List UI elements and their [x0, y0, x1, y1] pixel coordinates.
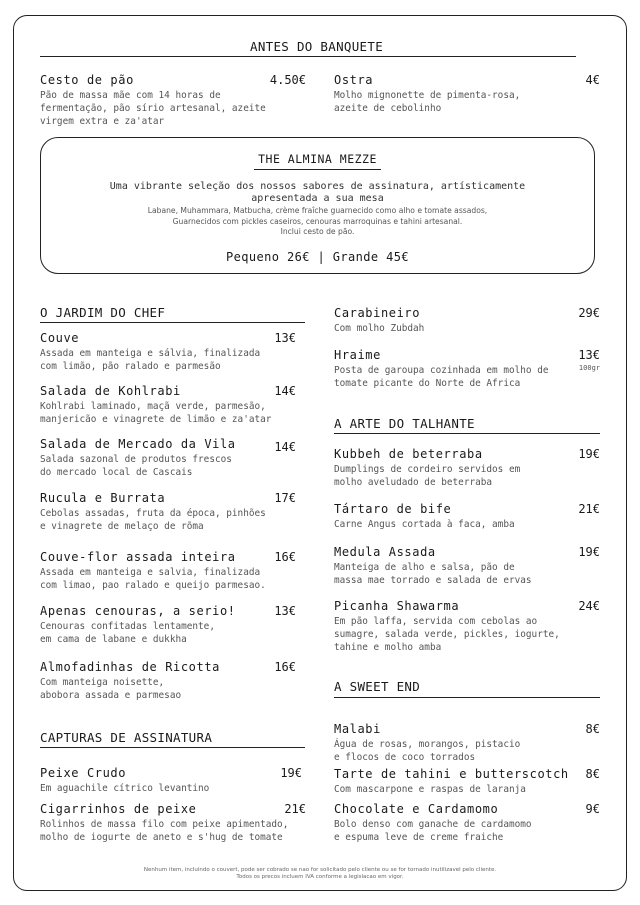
item-price: 19€ [578, 447, 600, 461]
menu-item-salada-mercado [40, 437, 296, 482]
item-price: 14€ [274, 384, 296, 398]
item-name: Couve [40, 331, 80, 345]
menu-item-tarte-tahini [334, 767, 600, 797]
item-name: Couve-flor assada inteira [40, 550, 236, 564]
item-price: 13€ [274, 331, 296, 345]
item-name: Salada de Kohlrabi [40, 384, 181, 398]
item-price: 4€ [585, 73, 600, 87]
menu-item-hraime [334, 348, 600, 393]
menu-item-cigarrinhos-peixe [40, 802, 306, 847]
section-rule-sweet [334, 697, 600, 698]
item-price: 13€ [578, 348, 600, 362]
menu-item-peixe-crudo [40, 766, 302, 796]
section-rule-talhante [334, 433, 600, 434]
footer-disclaimer: Nenhum item, incluindo o couvert, pode ser cobrado se nao for solicitado pelo cliente ou se for tornado inutilizavel pelo cliente. Todos os precos incluem IVA conforme a legislacao em vigor. [143, 867, 497, 880]
menu-item-kubbeh [334, 447, 600, 492]
menu-item-couve-flor [40, 550, 296, 595]
item-name: Apenas cenouras, a serio! [40, 604, 236, 618]
section-rule-capturas [40, 747, 305, 748]
menu-item-carabineiro [334, 306, 600, 336]
menu-item-salada-kohlrabi [40, 384, 296, 429]
section-rule-antes [40, 56, 576, 57]
mezze-intro: Uma vibrante seleção dos nossos sabores de assinatura, artísticamente apresentada a sua mesa [109, 181, 526, 204]
menu-item-couve [40, 331, 296, 376]
item-name: Tarte de tahini e butterscotch [334, 767, 569, 781]
mezze-description: Labane, Muhammara, Matbucha, crème fraîche guarnecido como alho e tomate assados, Guarnecidos com pickles caseiros, cenouras marroquinas e tahini artesanal. Inclui cesto de pão. [147, 206, 488, 236]
section-rule-jardim [40, 322, 305, 323]
menu-item-ostra [334, 73, 600, 118]
item-price: 8€ [585, 767, 600, 781]
item-price: 17€ [274, 491, 296, 505]
mezze-prices: Pequeno 26€ | Grande 45€ [226, 250, 409, 264]
item-price: 19€ [578, 545, 600, 559]
item-name: Ostra [334, 73, 374, 87]
menu-item-tartaro [334, 502, 600, 532]
item-description: Bolo denso com ganache de cardamomo e espuma leve de creme fraiche [334, 819, 532, 843]
item-price: 13€ [274, 604, 296, 618]
item-name: Cigarrinhos de peixe [40, 802, 197, 816]
item-name: Hraime [334, 348, 381, 362]
item-name: Salada de Mercado da Vila [40, 437, 236, 451]
item-price: 19€ [280, 766, 302, 780]
menu-item-almofadinhas-ricotta [40, 660, 296, 705]
menu-item-rucula-burrata [40, 491, 296, 536]
item-description: Com molho Zubdah [334, 323, 425, 334]
item-description: Cenouras confitadas lentamente, em cama de labane e dukkha [40, 621, 215, 645]
item-description: Cebolas assadas, fruta da época, pinhões e vinagrete de melaço de rõma [40, 508, 266, 532]
item-description: Com mascarpone e raspas de laranja [334, 784, 526, 795]
item-description: Rolinhos de massa filo com peixe apimentado, molho de iogurte de aneto e s'hug de tomate [40, 819, 289, 843]
section-title-talhante: A ARTE DO TALHANTE [334, 416, 475, 431]
item-price: 24€ [578, 599, 600, 613]
section-title-antes: ANTES DO BANQUETE [250, 39, 384, 54]
item-name: Almofadinhas de Ricotta [40, 660, 220, 674]
item-price: 16€ [274, 550, 296, 564]
item-description: Posta de garoupa cozinhada em molho de tomate picante do Norte de Africa [334, 365, 549, 389]
item-description: Salada sazonal de produtos frescos do mercado local de Cascais [40, 454, 232, 478]
item-name: Picanha Shawarma [334, 599, 460, 613]
item-name: Carabineiro [334, 306, 421, 320]
item-price: 21€ [284, 802, 306, 816]
item-name: Chocolate e Cardamomo [334, 802, 499, 816]
item-description: Dumplings de cordeiro servidos em molho aveludado de beterraba [334, 464, 521, 488]
item-description: Em aguachile cítrico levantino [40, 783, 210, 794]
item-description: Manteiga de alho e salsa, pão de massa mae torrado e salada de ervas [334, 562, 532, 586]
item-description: Em pão laffa, servida com cebolas ao sumagre, salada verde, pickles, iogurte, tahine e molho amba [334, 616, 560, 653]
item-price: 9€ [585, 802, 600, 816]
item-name: Tártaro de bife [334, 502, 452, 516]
item-name: Malabi [334, 722, 381, 736]
section-title-capturas: CAPTURAS DE ASSINATURA [40, 730, 213, 745]
menu-item-apenas-cenouras [40, 604, 296, 649]
item-price: 14€ [274, 440, 296, 454]
item-description: Molho mignonette de pimenta-rosa, azeite de cebolinho [334, 90, 521, 114]
menu-item-malabi [334, 722, 600, 767]
item-name: Cesto de pão [40, 73, 134, 87]
item-description: Carne Angus cortada à faca, amba [334, 519, 515, 530]
menu-item-medula [334, 545, 600, 590]
item-description: Pão de massa mãe com 14 horas de fermentação, pão sírio artesanal, azeite virgem extra e za'atar [40, 90, 266, 127]
mezze-title: THE ALMINA MEZZE [41, 152, 594, 166]
item-weight-note: 100gr [578, 364, 600, 372]
menu-item-picanha [334, 599, 600, 657]
item-name: Kubbeh de beterraba [334, 447, 483, 461]
item-price: 16€ [274, 660, 296, 674]
mezze-box [40, 137, 595, 274]
item-price: 8€ [585, 722, 600, 736]
item-description: Assada em manteiga e sálvia, finalizada com limão, pão ralado e parmesão [40, 348, 261, 372]
item-name: Medula Assada [334, 545, 436, 559]
item-description: Com manteiga noisette, abobora assada e parmesao [40, 677, 182, 701]
item-description: Kohlrabi laminado, maçã verde, parmesão, manjericão e vinagrete de limão e za'atar [40, 401, 272, 425]
item-price: 29€ [578, 306, 600, 320]
menu-item-chocolate-cardamomo [334, 802, 600, 847]
section-title-jardim: O JARDIM DO CHEF [40, 305, 166, 320]
item-price: 21€ [578, 502, 600, 516]
menu-item-cesto-de-pao [40, 73, 306, 131]
item-price: 4.50€ [269, 73, 306, 87]
item-description: Assada em manteiga e salvia, finalizada com limao, pao ralado e queijo parmesao. [40, 567, 266, 591]
item-description: Água de rosas, morangos, pistacio e flocos de coco torrados [334, 739, 521, 763]
section-title-sweet: A SWEET END [334, 679, 421, 694]
item-name: Rucula e Burrata [40, 491, 166, 505]
item-name: Peixe Crudo [40, 766, 127, 780]
